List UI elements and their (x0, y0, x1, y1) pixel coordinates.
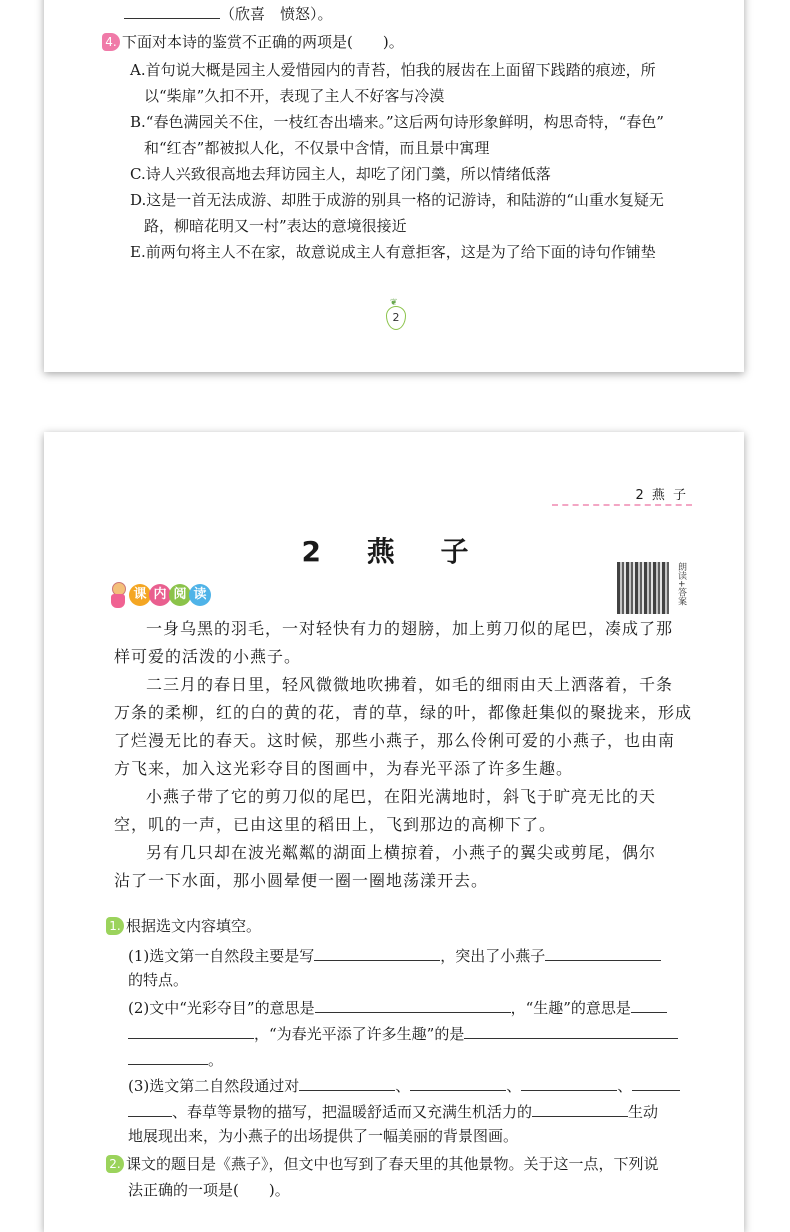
qr-code-icon[interactable] (617, 562, 669, 614)
option-b-line-2: 和“红杏”都被拟人化，不仅景中含情，而且景中寓理 (144, 139, 490, 157)
answer-blank[interactable] (299, 1074, 395, 1091)
passage-line: 了烂漫无比的春天。这时候，那些小燕子，那么伶俐可爱的小燕子，也由南 (114, 731, 676, 750)
passage-line: 方飞来，加入这光彩夺目的图画中，为春光平添了许多生趣。 (114, 759, 574, 778)
q1-part3-line1: (3)选文第二自然段通过对 、 、 、 (128, 1074, 680, 1096)
q1-part1-line2: 的特点。 (128, 971, 189, 989)
answer-blank[interactable] (532, 1100, 628, 1117)
page-1 (44, 0, 744, 372)
answer-blank[interactable] (410, 1074, 506, 1091)
page-number: 2 (386, 306, 406, 330)
answer-blank[interactable] (314, 944, 440, 961)
badge-char: 阅 (169, 584, 191, 606)
answer-blank[interactable] (315, 996, 511, 1013)
option-d-line-2: 路，柳暗花明又一村”表达的意境很接近 (144, 217, 407, 235)
q1-part3-line2: 、春草等景物的描写，把温暖舒适而又充满生机活力的 生动 (128, 1100, 658, 1122)
answer-blank[interactable] (545, 944, 661, 961)
question-number-badge: 4. (102, 33, 120, 51)
passage-line: 万条的柔柳，红的白的黄的花，青的草，绿的叶，都像赶集似的聚拢来，形成 (114, 703, 693, 722)
q1-part2-line1: (2)文中“光彩夺目”的意思是 ，“生趣”的意思是 (128, 996, 667, 1018)
badge-char: 读 (189, 584, 211, 606)
question-2-stem: 2. 课文的题目是《燕子》，但文中也写到了春天里的其他景物。关于这一点，下列说 (106, 1154, 659, 1174)
passage-line: 样可爱的活泼的小燕子。 (114, 647, 302, 666)
passage-line: 小燕子带了它的剪刀似的尾巴，在阳光满地时，斜飞于旷亮无比的天 (146, 787, 657, 806)
question-4-stem: 4. 下面对本诗的鉴赏不正确的两项是( )。 (102, 32, 404, 52)
answer-blank[interactable] (128, 1048, 208, 1065)
question-number-badge: 1. (106, 917, 124, 935)
option-a-line-1[interactable]: A.首句说大概是园主人爱惜园内的青苔，怕我的屐齿在上面留下践踏的痕迹，所 (130, 61, 656, 79)
q1-part3-line3: 地展现出来，为小燕子的出场提供了一幅美丽的背景图画。 (128, 1127, 519, 1145)
passage-line: 沾了一下水面，那小圆晕便一圈一圈地荡漾开去。 (114, 871, 489, 890)
option-a-line-2: 以“柴扉”久扣不开，表现了主人不好客与冷漠 (144, 87, 445, 105)
answer-options-text: （欣喜 愤怒）。 (220, 5, 333, 23)
running-header: 2 燕 子 (635, 488, 688, 503)
qr-caption: 朗读+答案 (676, 562, 686, 606)
option-b-line-1[interactable]: B.“春色满园关不住，一枝红杏出墙来。”这后两句诗形象鲜明，构思奇特，“春色” (130, 113, 664, 131)
answer-blank[interactable] (464, 1022, 678, 1039)
leaf-icon: ❦ (390, 298, 398, 308)
question-2-stem-line2: 法正确的一项是( )。 (128, 1181, 290, 1199)
option-e[interactable]: E.前两句将主人不在家，故意说成主人有意拒客，这是为了给下面的诗句作铺垫 (130, 243, 656, 261)
answer-blank[interactable] (632, 1074, 680, 1091)
section-badge-reading (110, 582, 209, 608)
girl-mascot-icon (110, 582, 126, 608)
passage-line: 空，叽的一声，已由这里的稻田上，飞到那边的高柳下了。 (114, 815, 557, 834)
option-d-line-1[interactable]: D.这是一首无法成游、却胜于成游的别具一格的记游诗，和陆游的“山重水复疑无 (130, 191, 664, 209)
option-c[interactable]: C.诗人兴致很高地去拜访园主人，却吃了闭门羹，所以情绪低落 (130, 165, 551, 183)
header-divider (552, 504, 692, 506)
q1-part1-line1: (1)选文第一自然段主要是写 ，突出了小燕子 (128, 944, 661, 966)
passage-line: 二三月的春日里，轻风微微地吹拂着，如毛的细雨由天上洒落着，千条 (146, 675, 674, 694)
badge-char: 课 (129, 584, 151, 606)
answer-blank[interactable] (128, 1022, 254, 1039)
passage-line: 一身乌黑的羽毛，一对轻快有力的翅膀，加上剪刀似的尾巴，凑成了那 (146, 619, 674, 638)
question-number-badge: 2. (106, 1155, 124, 1173)
answer-line (124, 2, 333, 24)
q1-part2-line3: 。 (128, 1048, 223, 1070)
answer-blank[interactable] (631, 996, 667, 1013)
page-2 (44, 432, 744, 1232)
lesson-title: 2 燕 子 (301, 535, 487, 568)
answer-blank[interactable] (128, 1100, 172, 1117)
passage-line: 另有几只却在波光粼粼的湖面上横掠着，小燕子的翼尖或剪尾，偶尔 (146, 843, 657, 862)
q1-part2-line2: ，“为春光平添了许多生趣”的是 (128, 1022, 678, 1044)
badge-char: 内 (149, 584, 171, 606)
question-1-stem: 1. 根据选文内容填空。 (106, 916, 261, 936)
answer-blank[interactable] (521, 1074, 617, 1091)
answer-blank[interactable] (124, 2, 220, 19)
